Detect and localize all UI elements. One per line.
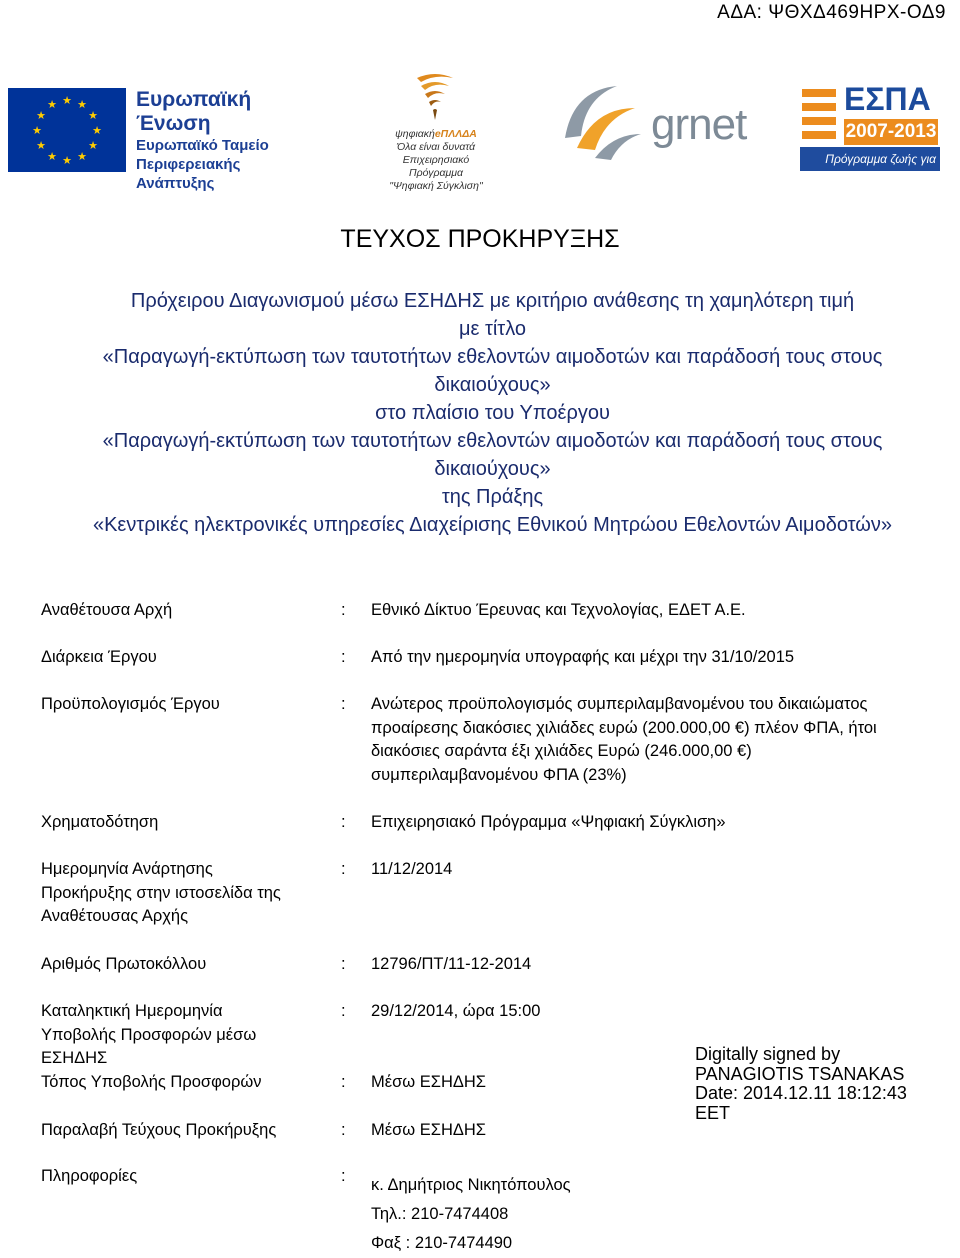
field-value: Μέσω ΕΣΗΔΗΣ [371,1121,487,1139]
field-value: 12796/ΠΤ/11-12-2014 [371,955,532,973]
field-colon: : [341,1121,346,1139]
svg-text:★: ★ [47,150,57,163]
espa-logo [800,81,940,190]
field-colon: : [341,813,346,831]
svg-text:★: ★ [77,98,87,111]
field-colon: : [341,695,346,713]
signature-line: PANAGIOTIS TSANAKAS [695,1063,905,1084]
field-label: Πληροφορίες [41,1167,138,1185]
document-title: ΤΕΥΧΟΣ ΠΡΟΚΗΡΥΞΗΣ [340,225,620,253]
field-value: κ. Δημήτριος Νικητόπουλος Τηλ.: 210-7474408 Φαξ : 210-7474490 [371,1176,571,1252]
field-colon: : [341,955,346,973]
subtitle-line: «Παραγωγή-εκτύπωση των ταυτοτήτων εθελοντών αιμοδοτών και παράδοσή τους στους [102,430,883,452]
espa-years: 2007-2013 [844,119,938,145]
digital-program: "Ψηφιακή Σύγκλιση" [389,180,483,192]
subtitle-line: της Πράξης [441,486,544,508]
field-colon: : [341,1073,346,1091]
grnet-name: grnet [651,100,747,149]
field-colon: : [341,601,346,619]
signature-line: EET [695,1102,731,1123]
field-value: Επιχειρησιακό Πρόγραμμα «Ψηφιακή Σύγκλιση» [371,813,726,831]
signature-line: Digitally signed by [695,1044,841,1064]
grnet-logo [555,78,755,168]
subtitle-line: δικαιούχους» [434,458,551,480]
field-value: 11/12/2014 [371,860,453,878]
field-label: Παραλαβή Τεύχους Προκήρυξης [41,1121,277,1139]
eu-logo [8,88,318,192]
spiral-icon [411,68,459,124]
digital-name-suffix: eΠΛΛΔΑ [434,128,477,140]
eu-line: Περιφερειακής [136,156,241,173]
field-value: 29/12/2014, ώρα 15:00 [371,1002,541,1020]
svg-text:★: ★ [92,124,102,137]
subtitle-line: Πρόχειρου Διαγωνισμού μέσω ΕΣΗΔΗΣ με κριτήριο ανάθεσης τη χαμηλότερη τιμή [130,290,855,312]
field-label: Τόπος Υποβολής Προσφορών [41,1073,262,1091]
svg-text:★: ★ [88,109,98,122]
document-subtitle [0,287,960,539]
svg-text:★: ★ [36,139,46,152]
field-colon: : [341,860,346,878]
field-label: Ημερομηνία Ανάρτησης Προκήρυξης στην ιστοσελίδα της Αναθέτουσας Αρχής [41,860,281,925]
field-colon: : [341,1002,346,1020]
field-value: Ανώτερος προϋπολογισμός συμπεριλαμβανομένου του δικαιώματος προαίρεσης διακόσιες χιλιάδες ευρώ (200.000,00 €) πλέον ΦΠΑ, ήτοι διακόσιες σαράντα έξι χιλιάδες Ευρώ (246.000,00 €) συμπεριλαμβανομένου ΦΠΑ (23%) [371,695,877,784]
grnet-swirl-icon [555,78,651,168]
field-label: Αριθμός Πρωτοκόλλου [41,955,207,973]
field-label: Αναθέτουσα Αρχή [41,601,173,619]
subtitle-line: στο πλαίσιο του Υποέργου [375,402,610,424]
field-value: Από την ημερομηνία υπογραφής και μέχρι την 31/10/2015 [371,648,795,666]
eu-line: Ευρωπαϊκό Ταμείο [136,137,269,154]
eu-line: Ανάπτυξης [136,175,215,192]
field-colon: : [341,1167,346,1185]
espa-slogan: Πρόγραμμα ζωής για όλους [800,147,940,171]
field-colon: : [341,648,346,666]
field-value: Εθνικό Δίκτυο Έρευνας και Τεχνολογίας, ΕΔΕΤ Α.Ε. [371,601,746,619]
digital-signature [695,1045,907,1123]
field-label: Καταληκτική Ημερομηνία Υποβολής Προσφορών μέσω ΕΣΗΔΗΣ [41,1002,257,1067]
digital-slogan: Όλα είναι δυνατά [396,141,476,153]
field-label: Χρηματοδότηση [41,813,159,831]
signature-line: Date: 2014.12.11 18:12:43 [695,1083,907,1103]
eu-title: Ευρωπαϊκή Ένωση [136,88,252,135]
subtitle-line: δικαιούχους» [434,374,551,396]
svg-text:★: ★ [62,94,72,107]
svg-text:★: ★ [77,150,87,163]
eu-flag-icon [8,88,126,172]
subtitle-line: με τίτλο [458,318,527,340]
subtitle-line: «Παραγωγή-εκτύπωση των ταυτοτήτων εθελοντών αιμοδοτών και παράδοσή τους στους [102,346,883,368]
ada-code: ΑΔΑ: ΨΘΧΔ469ΗΡΧ-ΟΔ9 [717,2,946,23]
field-label: Διάρκεια Έργου [41,648,157,666]
digital-name-prefix: ψηφιακή [395,128,435,140]
svg-text:★: ★ [47,98,57,111]
subtitle-line: «Κεντρικές ηλεκτρονικές υπηρεσίες Διαχείρισης Εθνικού Μητρώου Εθελοντών Αιμοδοτών» [92,514,893,536]
svg-text:★: ★ [88,139,98,152]
svg-text:★: ★ [36,109,46,122]
svg-text:★: ★ [62,154,72,167]
svg-text:★: ★ [32,124,42,137]
field-label: Προϋπολογισμός Έργου [41,695,220,713]
espa-title: ΕΣΠΑ [844,81,931,117]
digital-program: Επιχειρησιακό Πρόγραμμα [402,154,470,179]
digital-greece-logo [375,68,497,192]
espa-stripes-icon [800,85,840,145]
field-value: Μέσω ΕΣΗΔΗΣ [371,1073,487,1091]
